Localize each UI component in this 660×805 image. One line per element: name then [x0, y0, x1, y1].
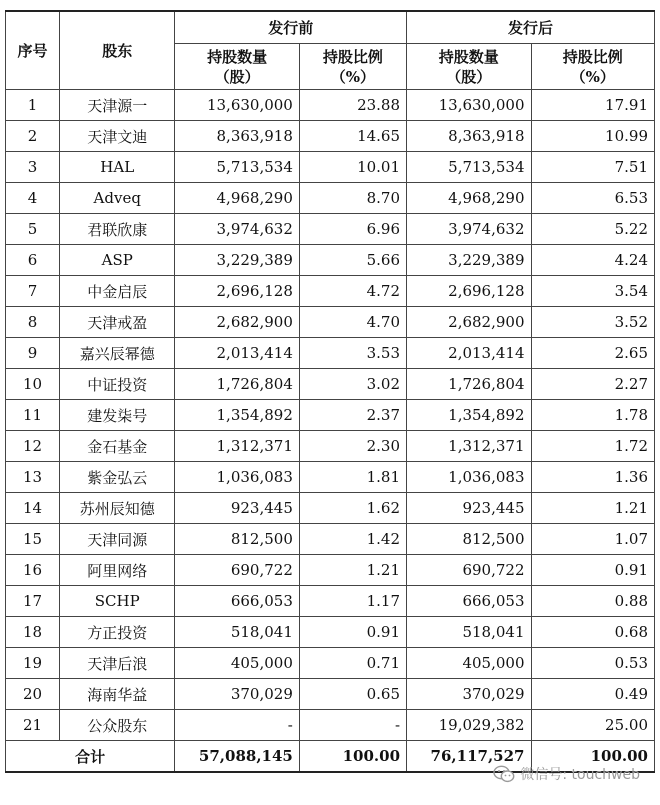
before-shares: 370,029	[175, 679, 299, 710]
before-shares: 666,053	[175, 586, 299, 617]
after-shares: 1,036,083	[407, 462, 531, 493]
before-shares: 4,968,290	[175, 183, 299, 214]
shareholder-name: 君联欣康	[60, 214, 175, 245]
before-pct: 5.66	[299, 245, 406, 276]
table-row	[6, 152, 655, 183]
before-pct: 0.65	[299, 679, 406, 710]
shareholder-name: 天津同源	[60, 524, 175, 555]
table-row	[6, 431, 655, 462]
table-row	[6, 648, 655, 679]
before-shares: 1,726,804	[175, 369, 299, 400]
before-pct: 0.91	[299, 617, 406, 648]
table-row	[6, 493, 655, 524]
shareholder-name: 建发柒号	[60, 400, 175, 431]
header-shareholder: 股东	[60, 11, 175, 90]
before-pct: 4.72	[299, 276, 406, 307]
table-row	[6, 338, 655, 369]
shareholder-name: 天津戒盈	[60, 307, 175, 338]
watermark	[493, 764, 640, 784]
after-shares: 3,974,632	[407, 214, 531, 245]
after-pct: 3.52	[531, 307, 655, 338]
before-shares: 812,500	[175, 524, 299, 555]
after-shares: 690,722	[407, 555, 531, 586]
before-shares: 3,974,632	[175, 214, 299, 245]
after-pct: 0.88	[531, 586, 655, 617]
after-pct: 4.24	[531, 245, 655, 276]
row-number: 5	[6, 214, 60, 245]
after-shares: 8,363,918	[407, 121, 531, 152]
after-shares: 1,726,804	[407, 369, 531, 400]
table-row	[6, 524, 655, 555]
header-after-ratio	[531, 44, 655, 90]
header-after-shares	[407, 44, 531, 90]
table-row	[6, 679, 655, 710]
before-pct: 14.65	[299, 121, 406, 152]
shareholder-name: 中金启辰	[60, 276, 175, 307]
before-shares: 1,036,083	[175, 462, 299, 493]
before-shares: 5,713,534	[175, 152, 299, 183]
row-number: 17	[6, 586, 60, 617]
before-shares: 1,354,892	[175, 400, 299, 431]
before-pct: 1.42	[299, 524, 406, 555]
after-shares: 370,029	[407, 679, 531, 710]
before-pct: -	[299, 710, 406, 741]
after-pct: 1.07	[531, 524, 655, 555]
after-pct: 2.65	[531, 338, 655, 369]
after-pct: 3.54	[531, 276, 655, 307]
shareholder-name: 天津文迪	[60, 121, 175, 152]
before-shares: 405,000	[175, 648, 299, 679]
before-shares: 8,363,918	[175, 121, 299, 152]
row-number: 8	[6, 307, 60, 338]
after-pct: 1.72	[531, 431, 655, 462]
row-number: 14	[6, 493, 60, 524]
table-row	[6, 400, 655, 431]
table-row	[6, 214, 655, 245]
table-body	[6, 90, 655, 741]
row-number: 1	[6, 90, 60, 121]
shareholding-table	[5, 10, 655, 773]
after-shares: 3,229,389	[407, 245, 531, 276]
shareholder-name: 海南华益	[60, 679, 175, 710]
total-after-pct: 100.00	[531, 741, 655, 773]
header-seq: 序号	[6, 11, 60, 90]
after-pct: 6.53	[531, 183, 655, 214]
shareholder-name: 方正投资	[60, 617, 175, 648]
after-pct: 2.27	[531, 369, 655, 400]
wechat-icon	[493, 765, 515, 783]
table-row	[6, 307, 655, 338]
table-row	[6, 555, 655, 586]
before-pct: 1.17	[299, 586, 406, 617]
table-row	[6, 710, 655, 741]
row-number: 12	[6, 431, 60, 462]
row-number: 4	[6, 183, 60, 214]
shares-label: 持股数量	[438, 47, 499, 66]
after-shares: 666,053	[407, 586, 531, 617]
total-after-shares: 76,117,527	[407, 741, 531, 773]
before-pct: 10.01	[299, 152, 406, 183]
row-number: 6	[6, 245, 60, 276]
shares-label: 持股数量	[207, 47, 268, 66]
before-pct: 23.88	[299, 90, 406, 121]
shareholder-name: 天津源一	[60, 90, 175, 121]
row-number: 7	[6, 276, 60, 307]
shareholder-name: 苏州辰知德	[60, 493, 175, 524]
after-shares: 5,713,534	[407, 152, 531, 183]
after-pct: 0.53	[531, 648, 655, 679]
before-pct: 8.70	[299, 183, 406, 214]
before-shares: 3,229,389	[175, 245, 299, 276]
row-number: 10	[6, 369, 60, 400]
row-number: 15	[6, 524, 60, 555]
shareholder-name: 天津后浪	[60, 648, 175, 679]
after-shares: 1,354,892	[407, 400, 531, 431]
before-pct: 1.62	[299, 493, 406, 524]
row-number: 3	[6, 152, 60, 183]
before-pct: 3.02	[299, 369, 406, 400]
total-label: 合计	[6, 741, 175, 773]
table-row	[6, 276, 655, 307]
before-shares: 690,722	[175, 555, 299, 586]
row-number: 9	[6, 338, 60, 369]
before-shares: -	[175, 710, 299, 741]
before-pct: 3.53	[299, 338, 406, 369]
shareholder-name: Adveq	[60, 183, 175, 214]
table-row	[6, 245, 655, 276]
after-shares: 405,000	[407, 648, 531, 679]
total-before-shares: 57,088,145	[175, 741, 299, 773]
shareholder-name: 阿里网络	[60, 555, 175, 586]
ratio-label: 持股比例	[562, 47, 623, 66]
before-shares: 518,041	[175, 617, 299, 648]
ratio-unit: （%）	[570, 67, 615, 86]
row-number: 21	[6, 710, 60, 741]
after-shares: 13,630,000	[407, 90, 531, 121]
table-row	[6, 121, 655, 152]
before-shares: 2,682,900	[175, 307, 299, 338]
after-pct: 0.91	[531, 555, 655, 586]
after-pct: 10.99	[531, 121, 655, 152]
shares-unit: （股）	[214, 67, 260, 86]
shareholder-name: 公众股东	[60, 710, 175, 741]
before-shares: 923,445	[175, 493, 299, 524]
header-before: 发行前	[175, 11, 407, 44]
before-shares: 13,630,000	[175, 90, 299, 121]
before-shares: 2,013,414	[175, 338, 299, 369]
table-row	[6, 183, 655, 214]
after-shares: 1,312,371	[407, 431, 531, 462]
after-shares: 518,041	[407, 617, 531, 648]
after-shares: 19,029,382	[407, 710, 531, 741]
after-pct: 7.51	[531, 152, 655, 183]
shareholder-name: HAL	[60, 152, 175, 183]
shareholder-name: 中证投资	[60, 369, 175, 400]
after-pct: 1.36	[531, 462, 655, 493]
row-number: 11	[6, 400, 60, 431]
row-number: 16	[6, 555, 60, 586]
table-row	[6, 90, 655, 121]
after-shares: 2,682,900	[407, 307, 531, 338]
before-pct: 2.30	[299, 431, 406, 462]
after-shares: 2,696,128	[407, 276, 531, 307]
after-shares: 2,013,414	[407, 338, 531, 369]
header-before-ratio	[299, 44, 406, 90]
before-pct: 0.71	[299, 648, 406, 679]
after-pct: 0.49	[531, 679, 655, 710]
table-row	[6, 617, 655, 648]
shareholder-name: ASP	[60, 245, 175, 276]
table-row	[6, 462, 655, 493]
before-pct: 6.96	[299, 214, 406, 245]
row-number: 18	[6, 617, 60, 648]
shareholder-name: SCHP	[60, 586, 175, 617]
after-pct: 1.21	[531, 493, 655, 524]
shareholder-name: 金石基金	[60, 431, 175, 462]
after-pct: 5.22	[531, 214, 655, 245]
before-shares: 2,696,128	[175, 276, 299, 307]
table-row	[6, 586, 655, 617]
after-pct: 17.91	[531, 90, 655, 121]
row-number: 13	[6, 462, 60, 493]
shareholder-name: 紫金弘云	[60, 462, 175, 493]
row-number: 20	[6, 679, 60, 710]
shareholder-name: 嘉兴辰幂德	[60, 338, 175, 369]
shares-unit: （股）	[446, 67, 492, 86]
row-number: 2	[6, 121, 60, 152]
before-pct: 4.70	[299, 307, 406, 338]
ratio-unit: （%）	[330, 67, 376, 86]
after-pct: 25.00	[531, 710, 655, 741]
watermark-text: 微信号: touchweb	[520, 767, 640, 783]
header-before-shares	[175, 44, 299, 90]
after-shares: 812,500	[407, 524, 531, 555]
before-shares: 1,312,371	[175, 431, 299, 462]
after-shares: 923,445	[407, 493, 531, 524]
ratio-label: 持股比例	[322, 47, 383, 66]
table-row	[6, 369, 655, 400]
before-pct: 1.81	[299, 462, 406, 493]
before-pct: 1.21	[299, 555, 406, 586]
after-pct: 1.78	[531, 400, 655, 431]
before-pct: 2.37	[299, 400, 406, 431]
header-after: 发行后	[407, 11, 655, 44]
after-shares: 4,968,290	[407, 183, 531, 214]
after-pct: 0.68	[531, 617, 655, 648]
total-before-pct: 100.00	[299, 741, 406, 773]
row-number: 19	[6, 648, 60, 679]
